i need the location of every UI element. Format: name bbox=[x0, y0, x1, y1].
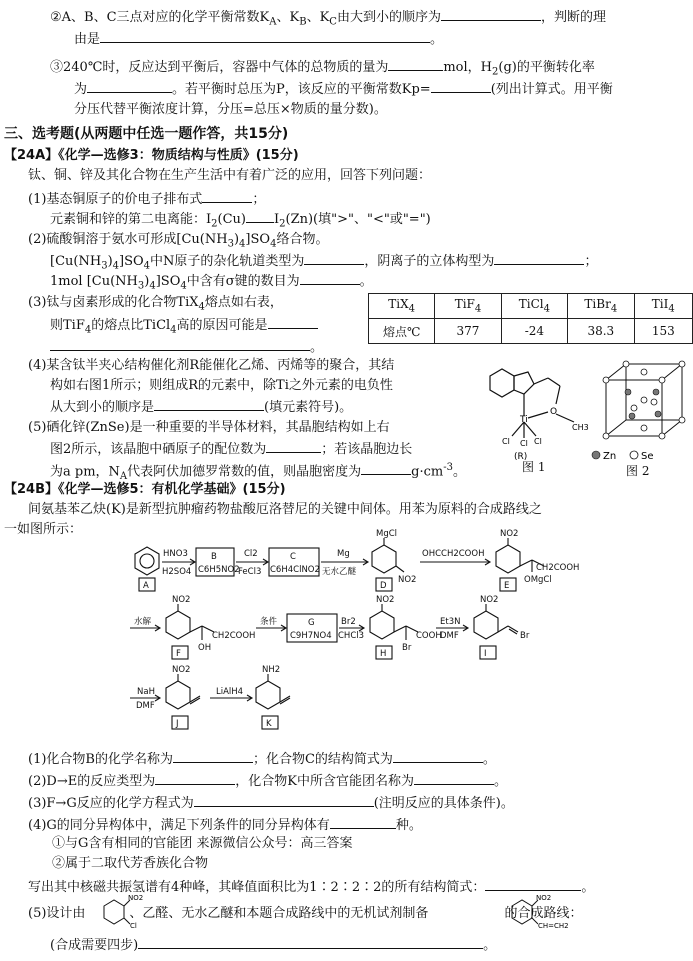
no2-group: NO2 bbox=[128, 894, 144, 902]
compound-label-g: G bbox=[308, 618, 315, 628]
answer-blank[interactable] bbox=[268, 314, 318, 329]
section3-title: 三、选考题(从两题中任选一题作答，共15分) bbox=[4, 126, 289, 142]
24a-q5c: 为a pm，$N_A$代表阿伏加德罗常数的值，则晶胞密度为 $g\cdot cm^{-3}$。 bbox=[50, 462, 466, 482]
24b-intro1: 间氨基苯乙炔(K)是新型抗肿瘤药物盐酸厄洛替尼的关键中间体。用苯为原料的合成路线之 bbox=[28, 502, 542, 517]
24b-condition-1: ①与G含有相同的官能团 来源微信公众号：高三答案 bbox=[52, 836, 353, 851]
24b-q4: (4)G的同分异构体中，满足下列条件的同分异构体有 种。 bbox=[28, 814, 422, 836]
table-cell: TiCl$_4$ bbox=[501, 294, 567, 319]
reagent-condition: 条件 bbox=[260, 617, 278, 627]
omgcl-group: OMgCl bbox=[524, 575, 552, 585]
24a-q5b: 图2所示，该晶胞中硒原子的配位数为 ；若该晶胞边长 bbox=[50, 438, 412, 460]
ti-label: Ti bbox=[520, 415, 528, 425]
table-cell: TiF$_4$ bbox=[435, 294, 501, 319]
answer-blank[interactable] bbox=[388, 56, 443, 71]
24a-q1: (1)基态铜原子的价电子排布式 ； bbox=[28, 188, 265, 210]
no2-group: NO2 bbox=[398, 575, 417, 585]
compound-label-k: K bbox=[266, 719, 272, 729]
reagent-hno3: HNO3 bbox=[163, 549, 188, 559]
reagent-dmf: DMF bbox=[136, 701, 155, 711]
24b-condition-2: ②属于二取代芳香族化合物 bbox=[52, 856, 209, 871]
start-material-structure bbox=[100, 894, 144, 930]
melting-point-table bbox=[368, 293, 693, 344]
c-formula: C6H4ClNO2 bbox=[270, 565, 320, 575]
reagent-lialh4: LiAlH4 bbox=[216, 687, 244, 697]
answer-blank[interactable] bbox=[266, 438, 321, 453]
answer-blank[interactable] bbox=[138, 934, 483, 949]
p2-line5: 分压代替平衡浓度计算，分压=总压×物质的量分数)。 bbox=[74, 102, 387, 117]
no2-group: NO2 bbox=[172, 665, 191, 675]
cooh-group: COOH bbox=[416, 631, 442, 641]
compound-label-j: J bbox=[176, 719, 179, 729]
no2-group: NO2 bbox=[172, 595, 191, 605]
24a-q3c: 。 bbox=[50, 336, 323, 358]
se-legend: Se bbox=[641, 451, 654, 462]
cl-label: Cl bbox=[520, 439, 528, 448]
reagent-dmf: DMF bbox=[440, 631, 459, 641]
table-header-row bbox=[369, 294, 693, 319]
cl-label: Cl bbox=[534, 437, 542, 446]
figure-1-caption: 图 1 bbox=[522, 460, 546, 474]
ch3-label: CH3 bbox=[572, 423, 589, 432]
reagent-ether: 无水乙醚 bbox=[322, 567, 357, 577]
24a-q3b: 则TiF$_4$的熔点比TiCl$_4$高的原因可能是 bbox=[50, 314, 318, 341]
answer-blank[interactable] bbox=[155, 770, 235, 785]
24a-title: 【24A】《化学—选修3：物质结构与性质》(15分) bbox=[4, 148, 299, 163]
compound-label-e: E bbox=[504, 581, 510, 591]
reagent-nah: NaH bbox=[137, 687, 155, 697]
reagent-br2: Br2 bbox=[341, 617, 356, 627]
24a-q1b: 元素铜和锌的第二电离能：$I_2(Cu)$ $I_2(Zn)$(填">"、"<"或"=") bbox=[50, 208, 431, 235]
compound-label-i: I bbox=[484, 649, 487, 659]
cl-label: Cl bbox=[502, 437, 510, 446]
answer-blank[interactable] bbox=[194, 792, 374, 807]
compound-label-b: B bbox=[211, 552, 217, 562]
cl-group: Cl bbox=[130, 922, 137, 930]
table-cell: TiBr$_4$ bbox=[568, 294, 634, 319]
no2-group: NO2 bbox=[376, 595, 395, 605]
target-product-structure bbox=[508, 894, 588, 930]
answer-blank[interactable] bbox=[441, 6, 541, 21]
24a-intro: 钛、铜、锌及其化合物在生产生活中有着广泛的应用，回答下列问题： bbox=[28, 168, 432, 183]
table-cell: TiI$_4$ bbox=[634, 294, 692, 319]
reagent-chcl3: CHCl3 bbox=[338, 631, 365, 641]
p2-line2: 由是 。 bbox=[74, 28, 443, 50]
answer-blank[interactable] bbox=[414, 770, 494, 785]
mgcl-group: MgCl bbox=[376, 529, 398, 539]
table-cell: 熔点℃ bbox=[369, 319, 435, 344]
answer-blank[interactable] bbox=[431, 78, 491, 93]
br-group: Br bbox=[402, 643, 412, 653]
br-group: Br bbox=[520, 631, 530, 641]
no2-group: NO2 bbox=[536, 894, 552, 902]
24a-q5: (5)硒化锌(ZnSe)是一种重要的半导体材料，其晶胞结构如上右 bbox=[28, 420, 390, 435]
answer-blank[interactable] bbox=[100, 28, 430, 43]
r-label: (R) bbox=[514, 452, 528, 462]
nh2-group: NH2 bbox=[262, 665, 281, 675]
24b-q2: (2)D→E的反应类型为 ，化合物K中所含官能团名称为 。 bbox=[28, 770, 507, 792]
p2-line3: ③240℃时，反应达到平衡后，容器中气体的总物质的量为 mol，$H_2(g)$的平衡转化率 bbox=[50, 56, 595, 83]
answer-blank[interactable] bbox=[304, 250, 364, 265]
answer-blank[interactable] bbox=[361, 460, 411, 475]
table-cell: TiX$_4$ bbox=[369, 294, 435, 319]
no2-group: NO2 bbox=[480, 595, 499, 605]
answer-blank[interactable] bbox=[202, 188, 252, 203]
answer-blank[interactable] bbox=[485, 876, 581, 891]
ch2cooh-group: CH2COOH bbox=[536, 563, 580, 573]
answer-blank[interactable] bbox=[494, 250, 584, 265]
figure-2-caption: 图 2 bbox=[626, 464, 650, 478]
reagent-hydrolysis: 水解 bbox=[134, 617, 152, 627]
24b-title: 【24B】《化学—选修5：有机化学基础》(15分) bbox=[4, 482, 286, 497]
answer-blank[interactable] bbox=[330, 814, 396, 829]
figure-2-legend bbox=[590, 448, 686, 462]
compound-label-c: C bbox=[290, 552, 296, 562]
reagent-et3n: Et3N bbox=[440, 617, 461, 627]
answer-blank[interactable] bbox=[154, 396, 264, 411]
24b-intro2: 一如图所示： bbox=[4, 522, 83, 537]
answer-blank[interactable] bbox=[173, 748, 253, 763]
g-formula: C9H7NO4 bbox=[290, 631, 332, 641]
compound-label-h: H bbox=[380, 649, 387, 659]
reagent-cl2: Cl2 bbox=[244, 549, 258, 559]
figure-1-structure bbox=[478, 356, 593, 466]
reagent-h2so4: H2SO4 bbox=[162, 567, 192, 577]
24a-q2b: $[Cu(NH_3)_4]SO_4$中N原子的杂化轨道类型为 ，阴离子的立体构型为 ； bbox=[50, 250, 597, 277]
24b-q5b: (合成需要四步) 。 bbox=[50, 934, 496, 956]
p2-line4: 为 。若平衡时总压为P，该反应的平衡常数Kp= (列出计算式。用平衡 bbox=[74, 78, 613, 100]
24b-q3: (3)F→G反应的化学方程式为 (注明反应的具体条件)。 bbox=[28, 792, 514, 814]
compound-label-f: F bbox=[176, 649, 181, 659]
figure-2-unit-cell bbox=[598, 358, 690, 450]
answer-blank[interactable] bbox=[246, 208, 274, 223]
table-cell: 377 bbox=[435, 319, 501, 344]
b-formula: C6H5NO2 bbox=[198, 565, 240, 575]
table-row bbox=[369, 319, 693, 344]
24a-q2: (2)硫酸铜溶于氨水可形成$[Cu(NH_3)_4]SO_4$络合物。 bbox=[28, 232, 329, 250]
table-cell: 153 bbox=[634, 319, 692, 344]
compound-label-d: D bbox=[380, 581, 387, 591]
24a-q4c: 从大到小的顺序是 (填元素符号)。 bbox=[50, 396, 352, 418]
no2-group: NO2 bbox=[500, 529, 519, 539]
24b-q1: (1)化合物B的化学名称为 ；化合物C的结构简式为 。 bbox=[28, 748, 496, 770]
oh-group: OH bbox=[198, 643, 212, 653]
o-label: O bbox=[550, 407, 558, 417]
answer-blank[interactable] bbox=[50, 336, 310, 351]
reagent-mg: Mg bbox=[337, 549, 350, 559]
24a-q4b: 构如右图1所示；则组成R的元素中，除Ti之外元素的电负性 bbox=[50, 378, 393, 393]
table-cell: 38.3 bbox=[568, 319, 634, 344]
24a-q4: (4)某含钛半夹心结构催化剂R能催化乙烯、丙烯等的聚合，其结 bbox=[28, 358, 395, 373]
ch2cooh-group: CH2COOH bbox=[212, 631, 256, 641]
answer-blank[interactable] bbox=[87, 78, 172, 93]
reagent-fecl3: FeCl3 bbox=[238, 567, 262, 577]
table-cell: -24 bbox=[501, 319, 567, 344]
24b-q4c: 写出其中核磁共振氢谱有4种峰，其峰值面积比为1∶2∶2∶2的所有结构简式： 。 bbox=[28, 876, 594, 898]
answer-blank[interactable] bbox=[393, 748, 483, 763]
compound-label-a: A bbox=[143, 581, 149, 591]
24a-q2c: 1mol $[Cu(NH_3)_4]SO_4$中含有σ键的数目为 。 bbox=[50, 270, 373, 297]
zn-legend: Zn bbox=[603, 451, 617, 462]
p2-line1: ②A、B、C三点对应的化学平衡常数$K_A$、$K_B$、$K_C$由大到小的顺序为 ，判断的理 bbox=[50, 6, 606, 33]
reagent-ohcch2cooh: OHCCH2COOH bbox=[422, 549, 485, 559]
24a-q3: (3)钛与卤素形成的化合物TiX$_4$熔点如右表， bbox=[28, 295, 283, 313]
answer-blank[interactable] bbox=[300, 270, 360, 285]
24b-q5: (5)设计由 、乙醛、无水乙醚和本题合成路线中的无机试剂制备 的合成路线： bbox=[28, 906, 583, 921]
vinyl-group: CH=CH2 bbox=[538, 922, 569, 930]
